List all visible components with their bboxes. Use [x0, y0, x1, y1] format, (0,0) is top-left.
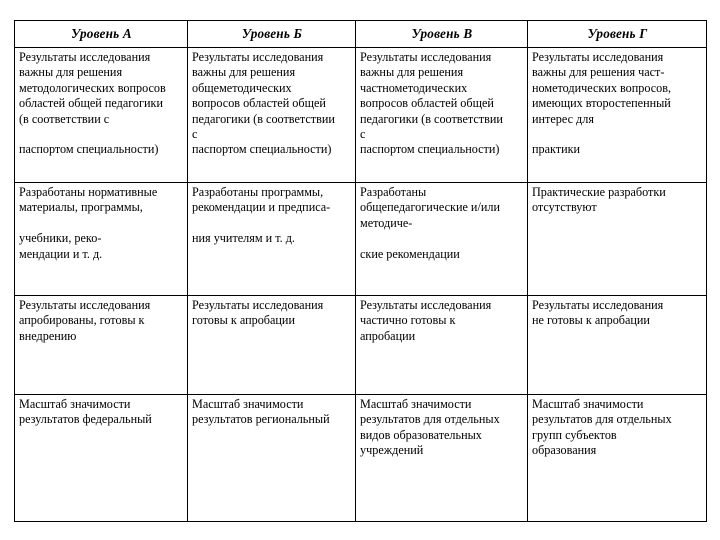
table-row: [15, 183, 707, 296]
cell-text-line: частично готовы к: [360, 313, 456, 328]
cell-text-line: имеющих второстепенный: [532, 96, 671, 111]
cell-text: [19, 298, 184, 344]
column-header-level-a: Уровень А: [15, 21, 188, 48]
cell-text-line: паспортом специальности): [192, 142, 332, 157]
cell-text: [19, 397, 184, 428]
table-cell: [188, 395, 356, 522]
table-cell: [528, 183, 707, 296]
cell-text-line: Результаты исследования: [532, 298, 664, 312]
cell-text-line: частнометодических: [360, 80, 468, 95]
cell-text-line: Результаты исследования: [532, 50, 664, 64]
cell-text-line: учебники, реко-: [19, 231, 102, 246]
table-cell: [15, 395, 188, 522]
table-cell: [528, 296, 707, 395]
cell-text-line: общепедагогические и/или: [360, 200, 500, 215]
column-header-level-g: Уровень Г: [528, 21, 707, 48]
table-body: [15, 48, 707, 522]
cell-text-line: готовы к апробации: [192, 313, 295, 328]
table-cell: [528, 48, 707, 183]
cell-text-line: учреждений: [360, 443, 424, 458]
levels-table-container: [14, 20, 706, 522]
cell-text-line: важны для решения част-: [532, 65, 665, 80]
table-cell: [188, 48, 356, 183]
cell-text-line: Разработаны программы,: [192, 185, 324, 199]
cell-text-line: результатов для отдельных: [532, 412, 672, 427]
cell-text: [19, 185, 184, 262]
cell-text-line: результатов региональный: [192, 412, 330, 427]
cell-text-line: с: [192, 127, 198, 142]
cell-text-line: (в соответствии с: [19, 111, 110, 126]
cell-text-line: Результаты исследования: [192, 298, 324, 312]
table-row: [15, 48, 707, 183]
column-header-level-v: Уровень В: [356, 21, 528, 48]
cell-text-line: паспортом специальности): [360, 142, 500, 157]
cell-text: [192, 397, 352, 428]
cell-text: [360, 397, 524, 459]
cell-text-line: [360, 231, 524, 246]
cell-text-line: отсутствуют: [532, 200, 597, 215]
table-cell: [188, 183, 356, 296]
cell-text: [532, 50, 703, 158]
cell-text-line: групп субъектов: [532, 427, 617, 442]
cell-text: [192, 50, 352, 158]
cell-text-line: ния учителям и т. д.: [192, 231, 295, 246]
cell-text-line: Масштаб значимости: [19, 397, 131, 411]
cell-text: [192, 185, 352, 247]
table-cell: [356, 183, 528, 296]
cell-text: [360, 50, 524, 158]
cell-text: [360, 298, 524, 344]
cell-text-line: Результаты исследования: [19, 50, 151, 64]
table-cell: [356, 48, 528, 183]
cell-text-line: Практические разработки: [532, 185, 666, 199]
cell-text-line: мендации и т. д.: [19, 246, 103, 261]
cell-text: [360, 185, 524, 262]
table-cell: [15, 48, 188, 183]
levels-comparison-table: [14, 20, 707, 522]
cell-text-line: интерес для: [532, 111, 594, 126]
cell-text-line: важны для решения: [192, 65, 296, 80]
cell-text-line: Масштаб значимости: [192, 397, 304, 411]
cell-text-line: общеметодических: [192, 80, 292, 95]
cell-text-line: видов образовательных: [360, 427, 482, 442]
table-cell: [356, 296, 528, 395]
table-header: [15, 21, 707, 48]
cell-text-line: рекомендации и предписа-: [192, 200, 331, 215]
cell-text-line: нометодических вопросов,: [532, 80, 672, 95]
cell-text-line: Результаты исследования: [360, 50, 492, 64]
cell-text-line: [19, 216, 184, 231]
cell-text-line: апробированы, готовы к: [19, 313, 145, 328]
cell-text-line: Разработаны: [360, 185, 427, 199]
cell-text-line: методологических вопросов: [19, 80, 166, 95]
cell-text: [19, 50, 184, 158]
table-row: [15, 296, 707, 395]
cell-text-line: материалы, программы,: [19, 200, 143, 215]
cell-text-line: результатов федеральный: [19, 412, 152, 427]
cell-text-line: Масштаб значимости: [360, 397, 472, 411]
table-cell: [528, 395, 707, 522]
cell-text-line: Результаты исследования: [192, 50, 324, 64]
cell-text-line: важны для решения: [360, 65, 464, 80]
table-cell: [15, 296, 188, 395]
cell-text-line: [19, 127, 184, 142]
cell-text-line: [192, 216, 352, 231]
cell-text-line: важны для решения: [19, 65, 123, 80]
cell-text-line: педагогики (в соответствии: [360, 111, 503, 126]
cell-text-line: образования: [532, 443, 597, 458]
cell-text-line: Масштаб значимости: [532, 397, 644, 411]
cell-text: [532, 185, 703, 216]
cell-text: [532, 298, 703, 329]
cell-text-line: вопросов областей общей: [192, 96, 326, 111]
cell-text-line: практики: [532, 142, 581, 157]
cell-text-line: апробации: [360, 328, 416, 343]
cell-text-line: областей общей педагогики: [19, 96, 163, 111]
cell-text-line: не готовы к апробации: [532, 313, 650, 328]
cell-text-line: [532, 127, 703, 142]
cell-text: [192, 298, 352, 329]
table-cell: [356, 395, 528, 522]
cell-text-line: внедрению: [19, 328, 77, 343]
cell-text-line: результатов для отдельных: [360, 412, 500, 427]
cell-text-line: вопросов областей общей: [360, 96, 494, 111]
cell-text-line: паспортом специальности): [19, 142, 159, 157]
table-cell: [188, 296, 356, 395]
cell-text-line: Результаты исследования: [19, 298, 151, 312]
cell-text-line: Разработаны нормативные: [19, 185, 158, 199]
cell-text-line: методиче-: [360, 215, 413, 230]
table-row: [15, 395, 707, 522]
cell-text-line: с: [360, 127, 366, 142]
table-header-row: [15, 21, 707, 48]
cell-text-line: педагогики (в соответствии: [192, 111, 335, 126]
cell-text-line: ские рекомендации: [360, 246, 460, 261]
cell-text: [532, 397, 703, 459]
cell-text-line: Результаты исследования: [360, 298, 492, 312]
table-cell: [15, 183, 188, 296]
column-header-level-b: Уровень Б: [188, 21, 356, 48]
